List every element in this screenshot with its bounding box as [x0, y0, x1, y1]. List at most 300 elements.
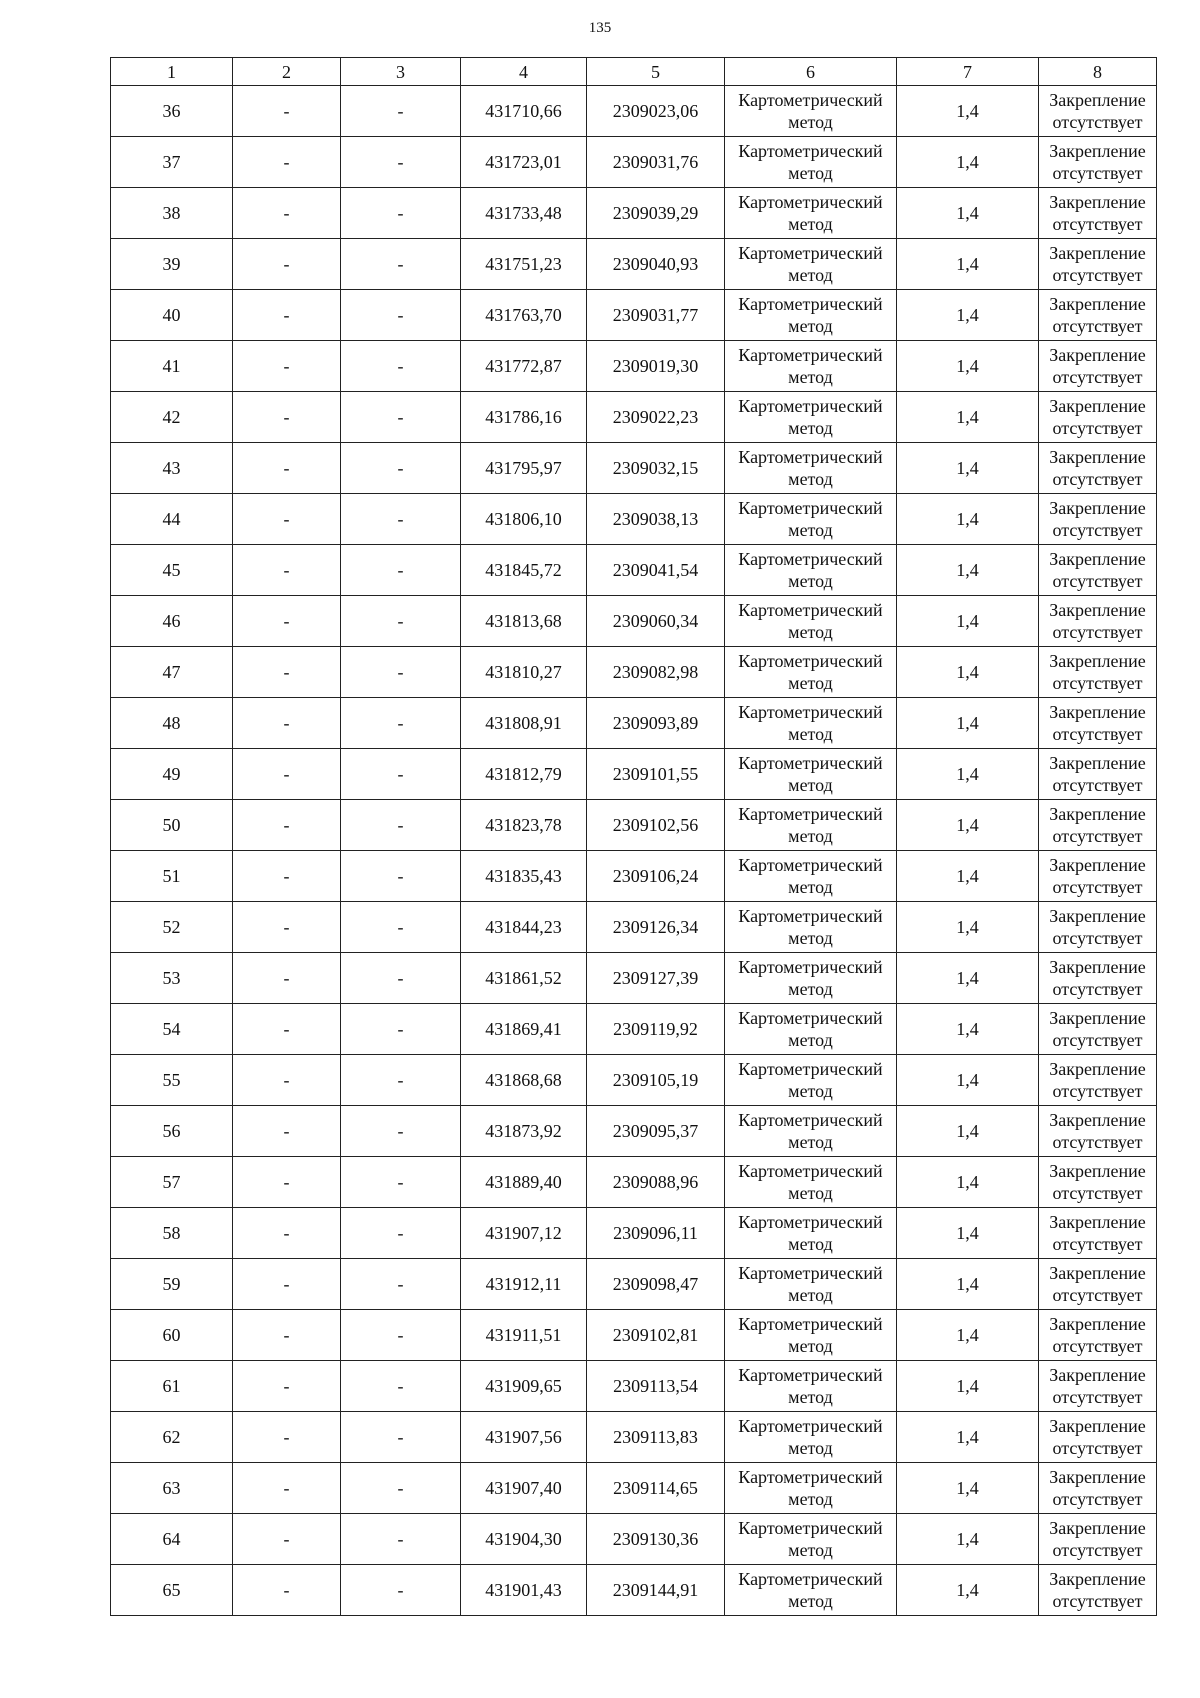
col3-cell: -: [341, 1004, 461, 1055]
col3-cell: -: [341, 953, 461, 1004]
accuracy-cell: 1,4: [897, 1361, 1039, 1412]
col2-cell: -: [233, 698, 341, 749]
point-number-cell: 36: [111, 86, 233, 137]
fixing-line1: Закрепление: [1049, 1212, 1146, 1232]
method-cell: [725, 1055, 897, 1106]
point-number-cell: 60: [111, 1310, 233, 1361]
point-number-cell: 54: [111, 1004, 233, 1055]
fixing-line1: Закрепление: [1049, 1569, 1146, 1589]
method-line1: Картометрический: [738, 90, 883, 110]
method-cell: [725, 1514, 897, 1565]
accuracy-cell: 1,4: [897, 443, 1039, 494]
col3-cell: -: [341, 545, 461, 596]
method-line1: Картометрический: [738, 600, 883, 620]
col3-cell: -: [341, 596, 461, 647]
col2-cell: -: [233, 1310, 341, 1361]
x-coordinate-cell: 431786,16: [461, 392, 587, 443]
fixing-line2: отсутствует: [1052, 928, 1143, 948]
table-row: [111, 1361, 1157, 1412]
method-cell: [725, 545, 897, 596]
y-coordinate-cell: 2309098,47: [587, 1259, 725, 1310]
fixing-line1: Закрепление: [1049, 192, 1146, 212]
method-line1: Картометрический: [738, 1467, 883, 1487]
col3-cell: -: [341, 1055, 461, 1106]
y-coordinate-cell: 2309127,39: [587, 953, 725, 1004]
header-cell: 8: [1039, 58, 1157, 86]
method-line2: метод: [788, 1438, 833, 1458]
fixing-line2: отсутствует: [1052, 1489, 1143, 1509]
fixing-line1: Закрепление: [1049, 549, 1146, 569]
point-number-cell: 48: [111, 698, 233, 749]
fixing-cell: [1039, 647, 1157, 698]
col3-cell: -: [341, 749, 461, 800]
fixing-cell: [1039, 392, 1157, 443]
col3-cell: -: [341, 239, 461, 290]
col3-cell: -: [341, 698, 461, 749]
col3-cell: -: [341, 1514, 461, 1565]
y-coordinate-cell: 2309119,92: [587, 1004, 725, 1055]
method-cell: [725, 1361, 897, 1412]
fixing-line2: отсутствует: [1052, 1234, 1143, 1254]
y-coordinate-cell: 2309102,56: [587, 800, 725, 851]
fixing-line2: отсутствует: [1052, 571, 1143, 591]
method-cell: [725, 290, 897, 341]
table-row: [111, 1310, 1157, 1361]
col3-cell: -: [341, 1106, 461, 1157]
fixing-line2: отсутствует: [1052, 622, 1143, 642]
fixing-line1: Закрепление: [1049, 90, 1146, 110]
fixing-cell: [1039, 494, 1157, 545]
fixing-cell: [1039, 545, 1157, 596]
y-coordinate-cell: 2309102,81: [587, 1310, 725, 1361]
y-coordinate-cell: 2309126,34: [587, 902, 725, 953]
table-body: [111, 86, 1157, 1616]
y-coordinate-cell: 2309088,96: [587, 1157, 725, 1208]
method-cell: [725, 953, 897, 1004]
col2-cell: -: [233, 1004, 341, 1055]
col2-cell: -: [233, 494, 341, 545]
accuracy-cell: 1,4: [897, 851, 1039, 902]
x-coordinate-cell: 431907,40: [461, 1463, 587, 1514]
fixing-line1: Закрепление: [1049, 702, 1146, 722]
method-cell: [725, 596, 897, 647]
col3-cell: -: [341, 1412, 461, 1463]
fixing-cell: [1039, 1310, 1157, 1361]
method-line1: Картометрический: [738, 1314, 883, 1334]
fixing-line2: отсутствует: [1052, 520, 1143, 540]
method-line1: Картометрический: [738, 1569, 883, 1589]
table-row: [111, 1412, 1157, 1463]
point-number-cell: 56: [111, 1106, 233, 1157]
accuracy-cell: 1,4: [897, 1310, 1039, 1361]
fixing-line2: отсутствует: [1052, 673, 1143, 693]
fixing-cell: [1039, 596, 1157, 647]
method-cell: [725, 1412, 897, 1463]
accuracy-cell: 1,4: [897, 1055, 1039, 1106]
method-line2: метод: [788, 673, 833, 693]
fixing-cell: [1039, 1514, 1157, 1565]
fixing-line1: Закрепление: [1049, 1314, 1146, 1334]
method-cell: [725, 647, 897, 698]
point-number-cell: 52: [111, 902, 233, 953]
method-line1: Картометрический: [738, 447, 883, 467]
fixing-cell: [1039, 1361, 1157, 1412]
method-line1: Картометрический: [738, 192, 883, 212]
table-row: [111, 647, 1157, 698]
y-coordinate-cell: 2309101,55: [587, 749, 725, 800]
fixing-cell: [1039, 1463, 1157, 1514]
x-coordinate-cell: 431835,43: [461, 851, 587, 902]
y-coordinate-cell: 2309038,13: [587, 494, 725, 545]
table-row: [111, 86, 1157, 137]
y-coordinate-cell: 2309114,65: [587, 1463, 725, 1514]
fixing-cell: [1039, 1412, 1157, 1463]
fixing-line2: отсутствует: [1052, 112, 1143, 132]
method-line2: метод: [788, 1183, 833, 1203]
table-row: [111, 800, 1157, 851]
accuracy-cell: 1,4: [897, 902, 1039, 953]
table-row: [111, 545, 1157, 596]
fixing-line2: отсутствует: [1052, 775, 1143, 795]
x-coordinate-cell: 431911,51: [461, 1310, 587, 1361]
accuracy-cell: 1,4: [897, 86, 1039, 137]
point-number-cell: 47: [111, 647, 233, 698]
fixing-line2: отсутствует: [1052, 826, 1143, 846]
accuracy-cell: 1,4: [897, 1412, 1039, 1463]
fixing-line2: отсутствует: [1052, 367, 1143, 387]
fixing-line1: Закрепление: [1049, 1263, 1146, 1283]
col2-cell: -: [233, 137, 341, 188]
method-line2: метод: [788, 418, 833, 438]
fixing-line2: отсутствует: [1052, 163, 1143, 183]
col2-cell: -: [233, 1259, 341, 1310]
method-cell: [725, 392, 897, 443]
method-line1: Картометрический: [738, 1416, 883, 1436]
x-coordinate-cell: 431808,91: [461, 698, 587, 749]
method-line2: метод: [788, 1234, 833, 1254]
y-coordinate-cell: 2309144,91: [587, 1565, 725, 1616]
col3-cell: -: [341, 800, 461, 851]
x-coordinate-cell: 431806,10: [461, 494, 587, 545]
col2-cell: -: [233, 953, 341, 1004]
x-coordinate-cell: 431873,92: [461, 1106, 587, 1157]
accuracy-cell: 1,4: [897, 1106, 1039, 1157]
method-line1: Картометрический: [738, 1161, 883, 1181]
x-coordinate-cell: 431868,68: [461, 1055, 587, 1106]
header-cell: 1: [111, 58, 233, 86]
fixing-line1: Закрепление: [1049, 498, 1146, 518]
fixing-line2: отсутствует: [1052, 1438, 1143, 1458]
method-line1: Картометрический: [738, 1263, 883, 1283]
fixing-line2: отсутствует: [1052, 1132, 1143, 1152]
point-number-cell: 55: [111, 1055, 233, 1106]
fixing-cell: [1039, 290, 1157, 341]
fixing-line1: Закрепление: [1049, 1059, 1146, 1079]
method-line1: Картометрический: [738, 498, 883, 518]
point-number-cell: 53: [111, 953, 233, 1004]
y-coordinate-cell: 2309031,76: [587, 137, 725, 188]
fixing-cell: [1039, 749, 1157, 800]
method-cell: [725, 1106, 897, 1157]
accuracy-cell: 1,4: [897, 545, 1039, 596]
y-coordinate-cell: 2309040,93: [587, 239, 725, 290]
method-line2: метод: [788, 163, 833, 183]
header-cell: 6: [725, 58, 897, 86]
accuracy-cell: 1,4: [897, 698, 1039, 749]
table-row: [111, 1055, 1157, 1106]
fixing-cell: [1039, 1004, 1157, 1055]
table-row: [111, 902, 1157, 953]
method-cell: [725, 1208, 897, 1259]
method-line2: метод: [788, 265, 833, 285]
point-number-cell: 62: [111, 1412, 233, 1463]
point-number-cell: 59: [111, 1259, 233, 1310]
col2-cell: -: [233, 1208, 341, 1259]
method-line2: метод: [788, 1285, 833, 1305]
method-line2: метод: [788, 214, 833, 234]
table-row: [111, 1259, 1157, 1310]
method-line2: метод: [788, 724, 833, 744]
fixing-line1: Закрепление: [1049, 957, 1146, 977]
point-number-cell: 61: [111, 1361, 233, 1412]
table-row: [111, 698, 1157, 749]
method-line1: Картометрический: [738, 294, 883, 314]
fixing-cell: [1039, 953, 1157, 1004]
fixing-cell: [1039, 86, 1157, 137]
col2-cell: -: [233, 1055, 341, 1106]
x-coordinate-cell: 431845,72: [461, 545, 587, 596]
fixing-line1: Закрепление: [1049, 1008, 1146, 1028]
point-number-cell: 37: [111, 137, 233, 188]
method-line2: метод: [788, 1336, 833, 1356]
fixing-line1: Закрепление: [1049, 600, 1146, 620]
x-coordinate-cell: 431823,78: [461, 800, 587, 851]
method-line1: Картометрический: [738, 957, 883, 977]
table-row: [111, 953, 1157, 1004]
fixing-line2: отсутствует: [1052, 1183, 1143, 1203]
accuracy-cell: 1,4: [897, 239, 1039, 290]
method-line2: метод: [788, 979, 833, 999]
accuracy-cell: 1,4: [897, 341, 1039, 392]
fixing-line2: отсутствует: [1052, 316, 1143, 336]
col3-cell: -: [341, 647, 461, 698]
fixing-cell: [1039, 1259, 1157, 1310]
fixing-line2: отсутствует: [1052, 1591, 1143, 1611]
method-line2: метод: [788, 1387, 833, 1407]
method-line1: Картометрический: [738, 906, 883, 926]
method-cell: [725, 239, 897, 290]
x-coordinate-cell: 431810,27: [461, 647, 587, 698]
table-row: [111, 851, 1157, 902]
y-coordinate-cell: 2309082,98: [587, 647, 725, 698]
method-line2: метод: [788, 1489, 833, 1509]
method-line1: Картометрический: [738, 702, 883, 722]
x-coordinate-cell: 431901,43: [461, 1565, 587, 1616]
fixing-cell: [1039, 851, 1157, 902]
method-line2: метод: [788, 1081, 833, 1101]
x-coordinate-cell: 431751,23: [461, 239, 587, 290]
col2-cell: -: [233, 341, 341, 392]
fixing-cell: [1039, 341, 1157, 392]
accuracy-cell: 1,4: [897, 596, 1039, 647]
method-line2: метод: [788, 571, 833, 591]
fixing-cell: [1039, 1208, 1157, 1259]
method-line2: метод: [788, 775, 833, 795]
col2-cell: -: [233, 851, 341, 902]
fixing-line1: Закрепление: [1049, 651, 1146, 671]
col2-cell: -: [233, 1565, 341, 1616]
fixing-cell: [1039, 239, 1157, 290]
method-cell: [725, 749, 897, 800]
point-number-cell: 41: [111, 341, 233, 392]
point-number-cell: 57: [111, 1157, 233, 1208]
method-line1: Картометрический: [738, 396, 883, 416]
fixing-line2: отсутствует: [1052, 1387, 1143, 1407]
fixing-line1: Закрепление: [1049, 804, 1146, 824]
col2-cell: -: [233, 596, 341, 647]
fixing-line2: отсутствует: [1052, 214, 1143, 234]
fixing-cell: [1039, 800, 1157, 851]
fixing-line2: отсутствует: [1052, 724, 1143, 744]
fixing-line2: отсутствует: [1052, 418, 1143, 438]
col2-cell: -: [233, 1157, 341, 1208]
method-line1: Картометрический: [738, 1212, 883, 1232]
point-number-cell: 50: [111, 800, 233, 851]
fixing-cell: [1039, 1055, 1157, 1106]
method-line2: метод: [788, 367, 833, 387]
accuracy-cell: 1,4: [897, 137, 1039, 188]
col2-cell: -: [233, 1514, 341, 1565]
fixing-line2: отсутствует: [1052, 877, 1143, 897]
col2-cell: -: [233, 239, 341, 290]
table-row: [111, 749, 1157, 800]
method-line1: Картометрический: [738, 1008, 883, 1028]
accuracy-cell: 1,4: [897, 749, 1039, 800]
fixing-line2: отсутствует: [1052, 1336, 1143, 1356]
coordinates-table: [110, 57, 1157, 1616]
col2-cell: -: [233, 647, 341, 698]
header-cell: 7: [897, 58, 1039, 86]
fixing-line1: Закрепление: [1049, 396, 1146, 416]
page-number: 135: [588, 20, 612, 36]
col3-cell: -: [341, 1157, 461, 1208]
table-row: [111, 1514, 1157, 1565]
col3-cell: -: [341, 443, 461, 494]
method-line1: Картометрический: [738, 804, 883, 824]
x-coordinate-cell: 431907,12: [461, 1208, 587, 1259]
accuracy-cell: 1,4: [897, 1208, 1039, 1259]
method-cell: [725, 1004, 897, 1055]
col3-cell: -: [341, 1310, 461, 1361]
col2-cell: -: [233, 749, 341, 800]
method-line2: метод: [788, 316, 833, 336]
point-number-cell: 51: [111, 851, 233, 902]
method-cell: [725, 1463, 897, 1514]
table-row: [111, 596, 1157, 647]
point-number-cell: 39: [111, 239, 233, 290]
col3-cell: -: [341, 1463, 461, 1514]
x-coordinate-cell: 431861,52: [461, 953, 587, 1004]
table-header-row: [111, 58, 1157, 86]
col2-cell: -: [233, 188, 341, 239]
method-cell: [725, 137, 897, 188]
col2-cell: -: [233, 800, 341, 851]
point-number-cell: 64: [111, 1514, 233, 1565]
fixing-line1: Закрепление: [1049, 345, 1146, 365]
y-coordinate-cell: 2309096,11: [587, 1208, 725, 1259]
col3-cell: -: [341, 188, 461, 239]
y-coordinate-cell: 2309095,37: [587, 1106, 725, 1157]
col2-cell: -: [233, 443, 341, 494]
method-line1: Картометрический: [738, 1110, 883, 1130]
fixing-line1: Закрепление: [1049, 294, 1146, 314]
fixing-line1: Закрепление: [1049, 1161, 1146, 1181]
point-number-cell: 38: [111, 188, 233, 239]
y-coordinate-cell: 2309032,15: [587, 443, 725, 494]
col3-cell: -: [341, 902, 461, 953]
accuracy-cell: 1,4: [897, 188, 1039, 239]
col2-cell: -: [233, 1106, 341, 1157]
accuracy-cell: 1,4: [897, 953, 1039, 1004]
method-cell: [725, 188, 897, 239]
point-number-cell: 65: [111, 1565, 233, 1616]
table-row: [111, 137, 1157, 188]
y-coordinate-cell: 2309022,23: [587, 392, 725, 443]
method-line2: метод: [788, 469, 833, 489]
x-coordinate-cell: 431869,41: [461, 1004, 587, 1055]
x-coordinate-cell: 431912,11: [461, 1259, 587, 1310]
method-cell: [725, 698, 897, 749]
method-cell: [725, 800, 897, 851]
method-line1: Картометрический: [738, 141, 883, 161]
method-cell: [725, 1565, 897, 1616]
fixing-cell: [1039, 1157, 1157, 1208]
col3-cell: -: [341, 494, 461, 545]
method-cell: [725, 851, 897, 902]
fixing-line1: Закрепление: [1049, 1110, 1146, 1130]
fixing-line1: Закрепление: [1049, 243, 1146, 263]
point-number-cell: 44: [111, 494, 233, 545]
col3-cell: -: [341, 290, 461, 341]
header-cell: 2: [233, 58, 341, 86]
x-coordinate-cell: 431907,56: [461, 1412, 587, 1463]
method-cell: [725, 86, 897, 137]
fixing-line1: Закрепление: [1049, 1365, 1146, 1385]
method-line2: метод: [788, 1132, 833, 1152]
fixing-line1: Закрепление: [1049, 447, 1146, 467]
header-cell: 4: [461, 58, 587, 86]
table-row: [111, 341, 1157, 392]
method-line2: метод: [788, 826, 833, 846]
y-coordinate-cell: 2309106,24: [587, 851, 725, 902]
accuracy-cell: 1,4: [897, 647, 1039, 698]
method-line2: метод: [788, 520, 833, 540]
fixing-line2: отсутствует: [1052, 1081, 1143, 1101]
col2-cell: -: [233, 392, 341, 443]
method-line1: Картометрический: [738, 1518, 883, 1538]
x-coordinate-cell: 431813,68: [461, 596, 587, 647]
x-coordinate-cell: 431723,01: [461, 137, 587, 188]
x-coordinate-cell: 431763,70: [461, 290, 587, 341]
header-cell: 5: [587, 58, 725, 86]
fixing-line2: отсутствует: [1052, 1030, 1143, 1050]
x-coordinate-cell: 431844,23: [461, 902, 587, 953]
y-coordinate-cell: 2309130,36: [587, 1514, 725, 1565]
method-cell: [725, 494, 897, 545]
y-coordinate-cell: 2309113,54: [587, 1361, 725, 1412]
fixing-cell: [1039, 1565, 1157, 1616]
x-coordinate-cell: 431710,66: [461, 86, 587, 137]
